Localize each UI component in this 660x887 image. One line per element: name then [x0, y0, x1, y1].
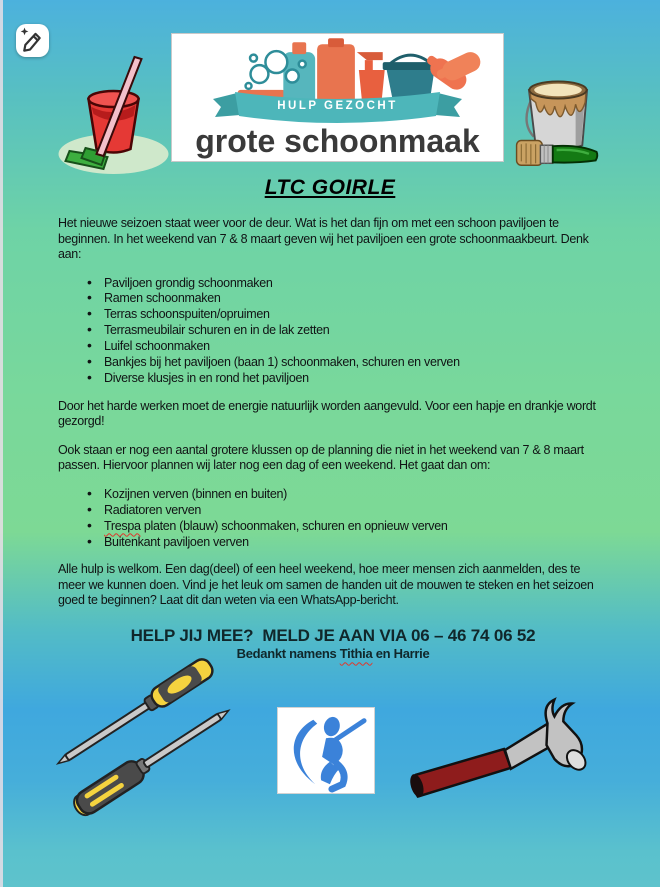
paint-can-clipart	[512, 70, 604, 170]
misspelled-word: Tithia	[339, 646, 373, 662]
hammer-clipart	[406, 697, 594, 809]
mop-and-bucket-image	[52, 55, 174, 177]
intro-paragraph: Het nieuwe seizoen staat weer voor de deur. Wat is het dan fijn om met een schoon paviljoen te beginnen. In het weekend van 7 & 8 maart geven wij het paviljoen een grote schoonmaakbeurt. Denk aan:	[58, 216, 589, 261]
header-image	[171, 33, 504, 162]
page-edge-strip	[0, 0, 3, 887]
task-item: • Diverse klusjes in en rond het paviljoen	[58, 371, 608, 387]
edit-pencil-sparkle-icon	[16, 24, 49, 57]
task-item: • Terrasmeubilair schuren en in de lak zetten	[58, 323, 608, 339]
bigger-jobs-list	[58, 487, 608, 551]
cta-text: HELP JIJ MEE? MELD JE AAN VIA 06 – 46 74 06 52	[130, 625, 536, 645]
thanks-suffix: en Harrie	[372, 646, 430, 662]
tennis-player-image	[278, 708, 374, 793]
task-item: • Ramen schoonmaken	[58, 291, 608, 307]
task-item: • Radiatoren verven	[58, 503, 608, 519]
paint-can-image	[512, 70, 604, 170]
screwdrivers-clipart	[54, 655, 246, 803]
task-item: • Terras schoonspuiten/opruimen	[58, 307, 608, 323]
mop-and-bucket-clipart	[52, 55, 174, 177]
screwdrivers-image	[54, 655, 246, 803]
ribbon-text: HULP GEZOCHT	[277, 100, 398, 112]
task-item	[58, 519, 608, 535]
flyer-body	[58, 216, 608, 662]
task-item: • Kozijnen verven (binnen en buiten)	[58, 487, 608, 503]
tennis-player-logo	[277, 707, 375, 794]
edit-button[interactable]	[16, 24, 49, 57]
task-item: • Luifel schoonmaken	[58, 339, 608, 355]
task-item: • Buitenkant paviljoen verven	[58, 535, 608, 551]
task-item: • Paviljoen grondig schoonmaken	[58, 276, 608, 292]
misspelled-word: Trespa	[104, 518, 141, 533]
task-item-rest: platen (blauw) schoonmaken, schuren en opnieuw verven	[140, 518, 448, 533]
header-image-title: grote schoonmaak	[195, 123, 480, 159]
closing-paragraph: Alle hulp is welkom. Een dag(deel) of een heel weekend, hoe meer mensen zich aanmelden, des te meer we kunnen doen. Vind je het leuk om samen de handen uit de mouwen te steken en het seizoen goed te beginnen? Laat dit dan weten via een WhatsApp-bericht.	[58, 562, 594, 608]
page-title: LTC GOIRLE	[264, 176, 396, 199]
ribbon-banner	[211, 90, 464, 126]
thanks-prefix: Bedankt namens	[236, 646, 340, 662]
hammer-image	[406, 697, 594, 809]
energy-paragraph: Door het harde werken moet de energie natuurlijk worden aangevuld. Voor een hapje en drankje wordt gezorgd!	[58, 398, 596, 429]
task-item: • Bankjes bij het paviljoen (baan 1) schoonmaken, schuren en verven	[58, 355, 608, 371]
cleaning-task-list	[58, 276, 608, 387]
bigger-jobs-paragraph: Ook staan er nog een aantal grotere klussen op de planning die niet in het weekend van 7 & 8 maart passen. Hiervoor plannen wij later nog een dag of een weekend. Het gaat dan om:	[58, 442, 584, 473]
